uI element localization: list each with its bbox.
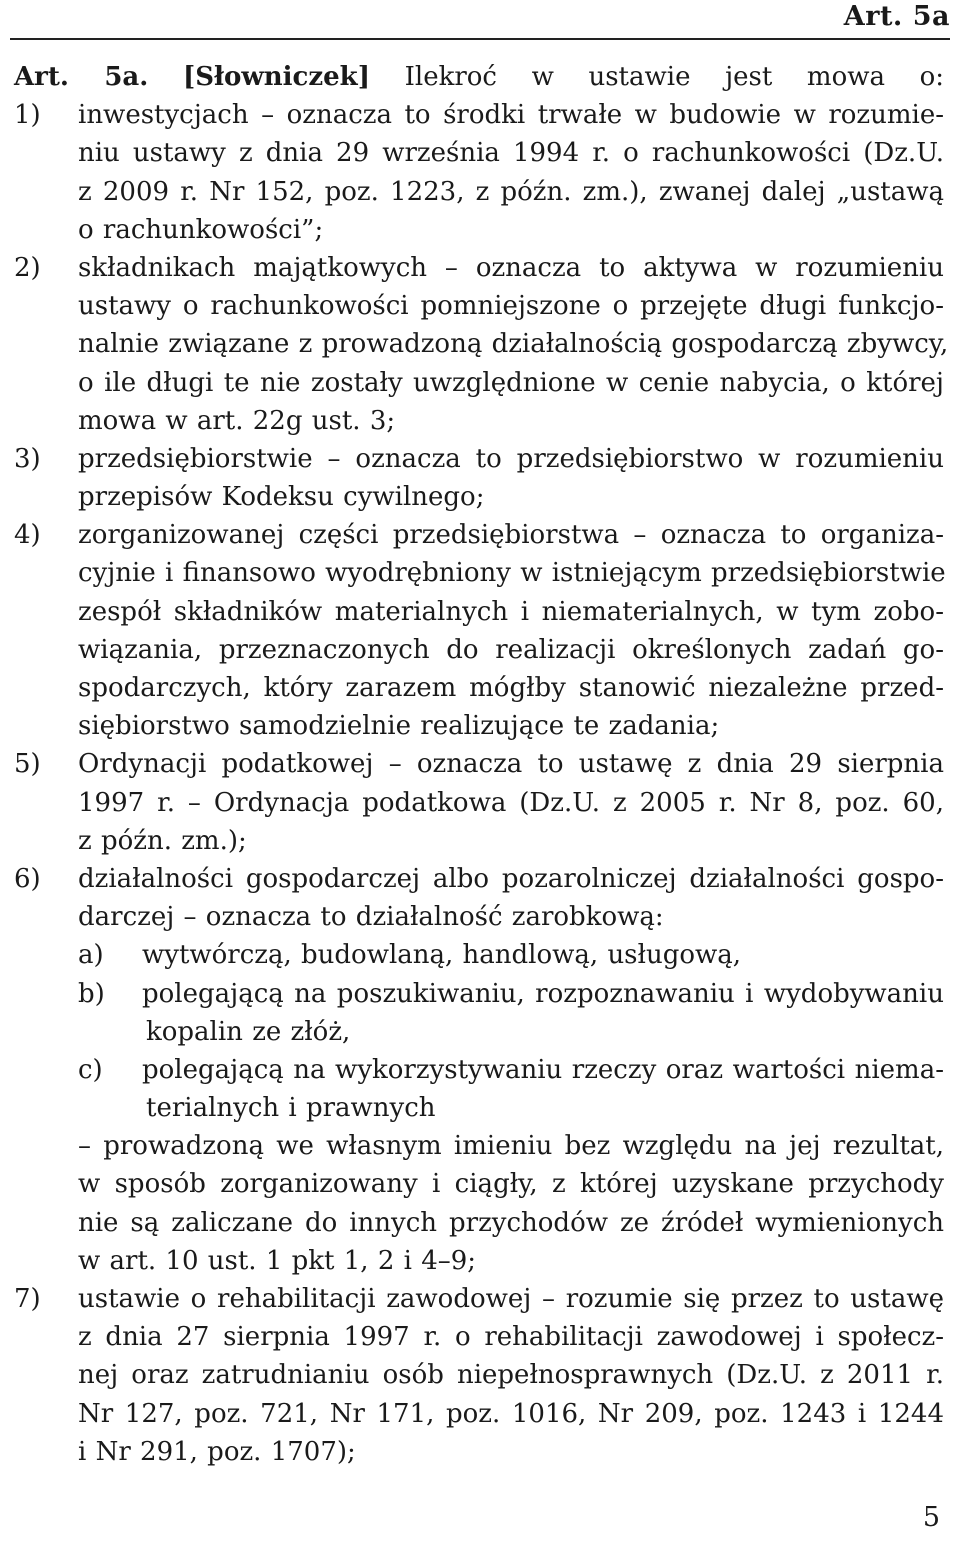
text-line: ustawy o rachunkowości pomniejszone o przejęte długi funkcjo- <box>78 291 944 322</box>
text-line: z 2009 r. Nr 152, poz. 1223, z późn. zm.), zwanej dalej „ustawą <box>78 176 944 207</box>
article-heading <box>14 58 944 96</box>
text-line: z dnia 27 sierpnia 1997 r. o rehabilitacji zawodowej i społecz- <box>78 1322 944 1353</box>
text-line: – prowadzoną we własnym imieniu bez względu na jej rezultat, <box>78 1131 944 1162</box>
text-line: przepisów Kodeksu cywilnego; <box>78 482 485 513</box>
item-number: 4) <box>14 520 41 551</box>
text-line: polegającą na poszukiwaniu, rozpoznawaniu i wydobywaniu <box>142 978 944 1009</box>
text-line: wiązania, przeznaczonych do realizacji określonych zadań go- <box>78 634 944 665</box>
article-intro: Ilekroć w ustawie jest mowa o: <box>404 62 945 92</box>
text-line: o ile długi te nie zostały uwzględnione w cenie nabycia, o której <box>78 367 944 398</box>
text-line: składnikach majątkowych – oznacza to aktywa w rozumieniu <box>78 252 944 283</box>
text-line: terialnych i prawnych <box>146 1093 436 1124</box>
text-line: nie są zaliczane do innych przychodów ze źródeł wymienionych <box>78 1207 944 1238</box>
text-line: polegającą na wykorzystywaniu rzeczy oraz wartości niema- <box>142 1054 944 1085</box>
item-2-line <box>14 249 944 287</box>
text-line: spodarczych, który zarazem mógłby stanowić niezależne przed- <box>78 673 944 703</box>
text-line: inwestycjach – oznacza to środki trwałe w budowie w rozumie- <box>78 100 944 131</box>
item-6-line <box>14 860 944 898</box>
article-label: Art. 5a. <box>14 62 149 92</box>
page-header <box>10 0 950 42</box>
text-line: z późn. zm.); <box>78 825 247 856</box>
text-line: i Nr 291, poz. 1707); <box>78 1436 356 1467</box>
text-line: cyjnie i finansowo wyodrębniony w istniejącym przedsiębiorstwie <box>78 558 946 589</box>
page-number: 5 <box>922 1502 940 1533</box>
item-5-line <box>14 745 944 783</box>
text-line: wytwórczą, budowlaną, handlową, usługową, <box>142 940 742 971</box>
text-line: Nr 127, poz. 721, Nr 171, poz. 1016, Nr 209, poz. 1243 i 1244 <box>78 1398 944 1429</box>
item-4-line <box>14 516 944 554</box>
item-number: 6) <box>14 863 41 894</box>
item-number: 7) <box>14 1284 41 1314</box>
text-line: o rachunkowości”; <box>78 214 324 245</box>
item-7-line <box>14 1280 944 1318</box>
text-line: zorganizowanej części przedsiębiorstwa – oznacza to organiza- <box>78 520 944 551</box>
item-3-line <box>14 440 944 478</box>
subitem-a-line <box>14 936 944 974</box>
subitem-letter: b) <box>78 978 105 1009</box>
header-rule <box>10 38 950 40</box>
text-line: kopalin ze złóż, <box>146 1016 351 1047</box>
text-line: przedsiębiorstwie – oznacza to przedsiębiorstwo w rozumieniu <box>78 443 944 474</box>
text-line: ustawie o rehabilitacji zawodowej – rozumie się przez to ustawę <box>78 1284 944 1314</box>
text-line: nalnie związane z prowadzoną działalnością gospodarczą zbywcy, <box>78 329 949 360</box>
text-line: niu ustawy z dnia 29 września 1994 r. o rachunkowości (Dz.U. <box>78 138 944 169</box>
text-line: w art. 10 ust. 1 pkt 1, 2 i 4–9; <box>78 1245 477 1276</box>
subitem-letter: a) <box>78 940 104 971</box>
item-number: 2) <box>14 252 41 283</box>
text-line: darczej – oznacza to działalność zarobkową: <box>78 902 664 933</box>
item-number: 1) <box>14 100 41 131</box>
running-title: Art. 5a <box>843 1 950 32</box>
text-line: 1997 r. – Ordynacja podatkowa (Dz.U. z 2005 r. Nr 8, poz. 60, <box>78 787 944 818</box>
item-1-line <box>14 96 944 134</box>
item-number: 3) <box>14 443 41 474</box>
text-line: mowa w art. 22g ust. 3; <box>78 405 396 436</box>
text-line: w sposób zorganizowany i ciągły, z której uzyskane przychody <box>78 1169 944 1200</box>
item-number: 5) <box>14 749 41 780</box>
subitem-letter: c) <box>78 1054 103 1085</box>
text-line: działalności gospodarczej albo pozarolniczej działalności gospo- <box>78 863 944 894</box>
text-line: nej oraz zatrudnianiu osób niepełnosprawnych (Dz.U. z 2011 r. <box>78 1360 944 1391</box>
article-title: [Słowniczek] <box>182 62 370 92</box>
subitem-b-line <box>14 975 944 1013</box>
text-line: siębiorstwo samodzielnie realizujące te zadania; <box>78 711 720 742</box>
text-line: zespół składników materialnych i niematerialnych, w tym zobo- <box>78 596 944 627</box>
article-text <box>14 58 949 1471</box>
subitem-c-line <box>14 1051 944 1089</box>
text-line: Ordynacji podatkowej – oznacza to ustawę z dnia 29 sierpnia <box>78 749 944 780</box>
